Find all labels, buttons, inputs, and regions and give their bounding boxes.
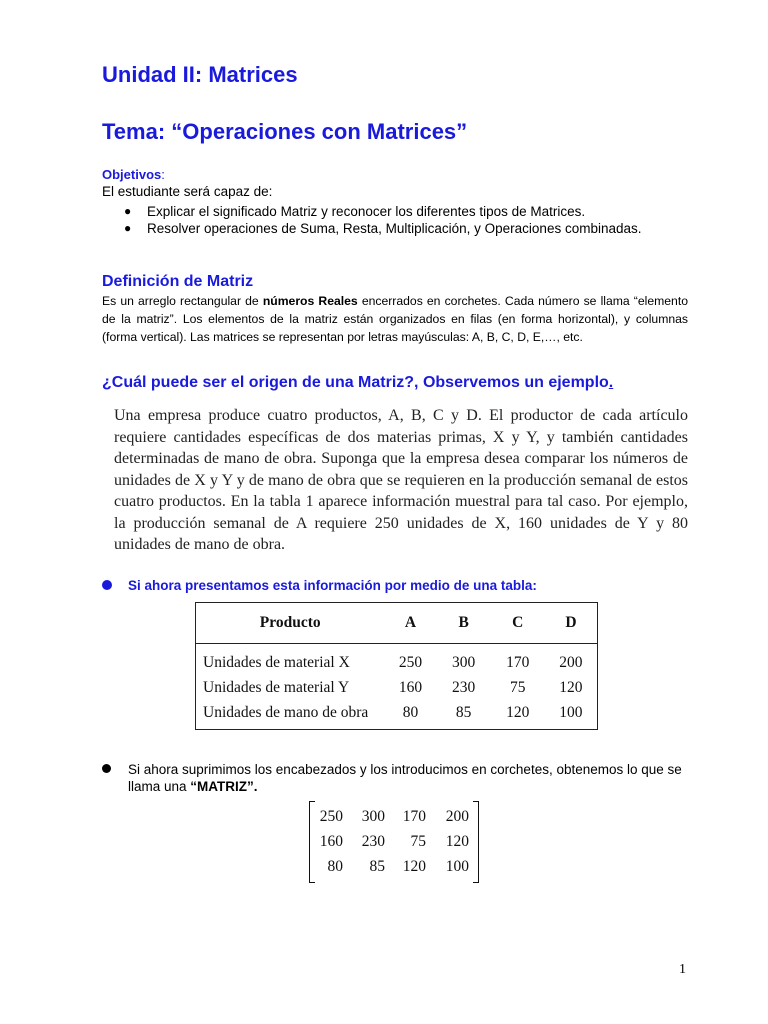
matrix-intro bbox=[102, 761, 690, 795]
table-cell: 75 bbox=[510, 678, 526, 696]
objectives-label-colon: : bbox=[161, 167, 165, 182]
table-header: B bbox=[437, 603, 491, 644]
definition-title: Definición de Matriz bbox=[102, 273, 254, 290]
bullet-icon: ● bbox=[124, 221, 132, 235]
origin-question-text: ¿Cuál puede ser el origen de una Matriz?, Observemos un ejemplo bbox=[102, 374, 609, 391]
table-cell: Unidades de material Y bbox=[203, 678, 350, 696]
table-cell: 85 bbox=[455, 703, 472, 721]
matrix-cell: 85 bbox=[369, 857, 385, 875]
page-number: 1 bbox=[679, 962, 686, 977]
origin-question bbox=[102, 374, 613, 392]
matrix-cell: 200 bbox=[445, 807, 469, 825]
unit-title: Unidad II: Matrices bbox=[102, 62, 298, 87]
list-item bbox=[102, 220, 690, 237]
topic-title: Tema: “Operaciones con Matrices” bbox=[102, 119, 468, 144]
objectives-intro: El estudiante será capaz de: bbox=[102, 184, 273, 199]
objectives-list bbox=[102, 203, 690, 237]
objective-text: Resolver operaciones de Suma, Resta, Multiplicación, y Operaciones combinadas. bbox=[147, 221, 642, 236]
matrix-cell: 230 bbox=[361, 832, 385, 850]
table-cell: 200 bbox=[559, 653, 583, 671]
definition-text-part: encerrados en corchetes. Cada número se llama “elemento de la matriz”. Los elementos de la matriz están organizados en filas (en forma horizontal), y columnas (forma vertical). Las matrices se representan por letras mayúsculas: A, B, C, D, E,…, etc. bbox=[102, 294, 688, 344]
table-cell: 120 bbox=[559, 678, 583, 696]
matrix-cell: 80 bbox=[327, 857, 343, 875]
origin-question-end: . bbox=[608, 374, 614, 391]
table-header: Producto bbox=[196, 603, 384, 644]
table-cell: Unidades de material X bbox=[203, 653, 350, 671]
matrix-cell: 120 bbox=[402, 857, 426, 875]
example-paragraph: Una empresa produce cuatro productos, A, B, C y D. El productor de cada artículo requiere cantidades específicas de dos materias primas, X y Y, y también cantidades determinadas de mano de obra. Suponga que la empresa desea comparar los números de unidades de X y Y y de mano de obra que se requieren en la producción semanal de estos cuatro productos. En la tabla 1 aparece información muestral para tal caso. Por ejemplo, la producción semanal de A requiere 250 unidades de X, 160 unidades de Y y 80 unidades de mano de obra. bbox=[114, 407, 688, 553]
table-intro-text: Si ahora presentamos esta información por medio de una tabla: bbox=[128, 578, 537, 593]
matrix-row bbox=[315, 804, 469, 829]
table-intro bbox=[102, 578, 537, 593]
objectives-label-text: Objetivos bbox=[102, 167, 162, 182]
table-cell: 160 bbox=[398, 678, 423, 696]
matrix-intro-paragraph bbox=[128, 761, 690, 795]
table-header-row bbox=[196, 603, 597, 644]
table-row bbox=[196, 644, 597, 676]
table-row bbox=[196, 675, 597, 700]
table-cell: 230 bbox=[452, 678, 476, 696]
production-table bbox=[195, 602, 598, 730]
table-cell: 80 bbox=[402, 703, 419, 721]
matrix-cell: 120 bbox=[445, 832, 469, 850]
objective-text: Explicar el significado Matriz y reconocer los diferentes tipos de Matrices. bbox=[147, 204, 586, 219]
table-cell: 300 bbox=[452, 653, 476, 671]
bullet-icon bbox=[102, 764, 111, 773]
matrix-cell: 250 bbox=[319, 807, 343, 825]
matrix-intro-bold: “MATRIZ”. bbox=[190, 779, 258, 794]
right-bracket bbox=[473, 801, 479, 883]
matrix-cell: 300 bbox=[361, 807, 385, 825]
table-header: C bbox=[491, 603, 545, 644]
matrix-cell: 160 bbox=[319, 832, 343, 850]
table-cell: 250 bbox=[398, 653, 423, 671]
matrix-cell: 75 bbox=[410, 832, 426, 850]
matrix-row bbox=[315, 829, 469, 854]
table-cell: 120 bbox=[506, 703, 530, 721]
matrix bbox=[309, 801, 479, 881]
matrix-cell: 100 bbox=[445, 857, 469, 875]
bullet-icon: ● bbox=[124, 204, 132, 218]
table-cell: 100 bbox=[559, 703, 583, 721]
matrix-intro-text: Si ahora suprimimos los encabezados y los introducimos en corchetes, obtenemos lo que se llama una bbox=[128, 762, 682, 794]
list-item bbox=[102, 203, 690, 220]
definition-text bbox=[102, 292, 688, 346]
table-row bbox=[196, 700, 597, 725]
matrix-cell: 170 bbox=[402, 807, 426, 825]
definition-text-part: Es un arreglo rectangular de bbox=[102, 294, 263, 308]
matrix-row bbox=[315, 854, 469, 879]
objectives-label bbox=[102, 167, 165, 182]
table-header: D bbox=[545, 603, 597, 644]
table-cell: 170 bbox=[506, 653, 530, 671]
bullet-icon bbox=[102, 580, 112, 590]
table-cell: Unidades de mano de obra bbox=[203, 703, 369, 721]
table-header: A bbox=[384, 603, 436, 644]
definition-bold-term: números Reales bbox=[262, 294, 358, 308]
